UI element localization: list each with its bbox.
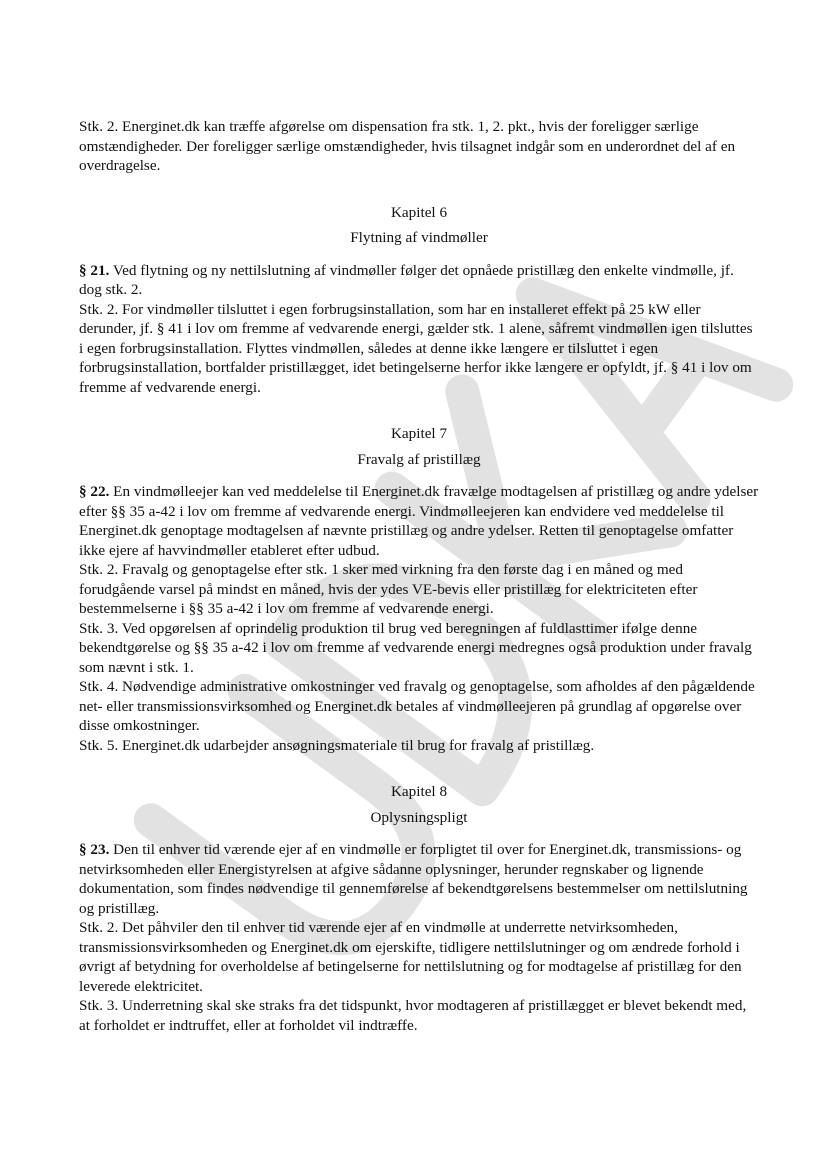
chapter-6-heading: Kapitel 6 <box>390 203 448 221</box>
section-22-text: En vindmølleejer kan ved meddelelse til Energinet.dk fravælge modtagelsen af pristillæg og andre ydelser efter §§ 35 a-42 i lov om fremme af vedvarende energi. Vindmølleejeren kan endvidere ved meddelelse til Energinet.dk genoptage modtagelsen af nævnte pristillæg og andre ydelser. Retten til genoptagelse omfatter ikke ejere af havvindmøller etableret efter udbud. <box>79 483 759 559</box>
section-23-number: § 23. <box>79 841 110 858</box>
chapter-8-heading: Kapitel 8 <box>390 783 448 800</box>
section-21-number: § 21. <box>79 261 110 279</box>
section-23-stk2: Stk. 2. Det påhviler den til enhver tid værende ejer af en vindmølle at underrette netvirksomheden, transmissionsvirksomheden og Energinet.dk om ejerskifte, tidligere nettilslutninger og om ændrede forhold i øvrigt af betydning for overholdelse af betingelserne for nettilslutning og for modtagelse af pristillæg for den leverede elektricitet. <box>79 919 742 995</box>
section-21-stk2: Stk. 2. For vindmøller tilsluttet i egen forbrugsinstallation, som har en installeret effekt på 25 kW eller derunder, jf. § 41 i lov om fremme af vedvarende energi, gælder stk. 1 alene, såfremt vindmøllen igen tilsluttes i egen forbrugsinstallation. Flyttes vindmøllen, således at denne ikke længere er tilsluttet i egen forbrugsinstallation, bortfalder pristillægget, idet betingelserne herfor ikke længere er opfyldt, jf. § 41 i lov om fremme af vedvarende energi. <box>79 300 753 396</box>
section-23-stk3: Stk. 3. Underretning skal ske straks fra det tidspunkt, hvor modtageren af pristillægget er blevet bekendt med, at forholdet er indtruffet, eller at forholdet vil indtræffe. <box>79 997 747 1034</box>
section-22-stk4: Stk. 4. Nødvendige administrative omkostninger ved fravalg og genoptagelse, som afholdes af den pågældende net- eller transmissionsvirksomhed og Energinet.dk betales af vindmølleejeren på grundlag af opgørelse over disse omkostninger. <box>79 678 755 734</box>
section-22-number: § 22. <box>79 483 110 500</box>
chapter-7-heading: Kapitel 7 <box>390 425 448 442</box>
chapter-7-title: Fravalg af pristillæg <box>357 450 481 468</box>
section-22-stk5: Stk. 5. Energinet.dk udarbejder ansøgningsmateriale til brug for fravalg af pristillæg. <box>79 736 595 754</box>
section-21 <box>79 261 759 300</box>
intro-stk2: Stk. 2. Energinet.dk kan træffe afgørelse om dispensation fra stk. 1, 2. pkt., hvis der foreligger særlige omstændigheder. Der foreligger særlige omstændigheder, hvis tilsagnet indgår som en underordnet del af en overdragelse. <box>79 118 736 174</box>
section-23 <box>79 840 759 918</box>
document-page <box>79 117 759 1035</box>
section-22 <box>79 482 759 560</box>
section-22-stk2: Stk. 2. Fravalg og genoptagelse efter stk. 1 sker med virkning fra den første dag i en måned og med forudgående varsel på mindst en måned, hvis der ydes VE-bevis eller pristillæg for elektriciteten efter bestemmelserne i §§ 35 a-42 i lov om fremme af vedvarende energi. <box>79 561 698 617</box>
section-22-stk3: Stk. 3. Ved opgørelsen af oprindelig produktion til brug ved beregningen af fuldlasttimer ifølge denne bekendtgørelse og §§ 35 a-42 i lov om fremme af vedvarende energi medregnes også produktion under fravalg som nævnt i stk. 1. <box>79 619 752 676</box>
section-21-text: Ved flytning og ny nettilslutning af vindmøller følger det opnåede pristillæg den enkelte vindmølle, jf. dog stk. 2. <box>79 261 734 298</box>
chapter-6-title: Flytning af vindmøller <box>350 229 488 246</box>
section-23-text: Den til enhver tid værende ejer af en vindmølle er forpligtet til over for Energinet.dk, transmissions- og netvirksomheden eller Energistyrelsen at afgive sådanne oplysninger, herunder regnskaber og lignende dokumentation, som findes nødvendige til gennemførelse af bekendtgørelsens bestemmelser om nettilslutning og pristillæg. <box>79 841 748 917</box>
chapter-8-title: Oplysningspligt <box>370 808 468 826</box>
